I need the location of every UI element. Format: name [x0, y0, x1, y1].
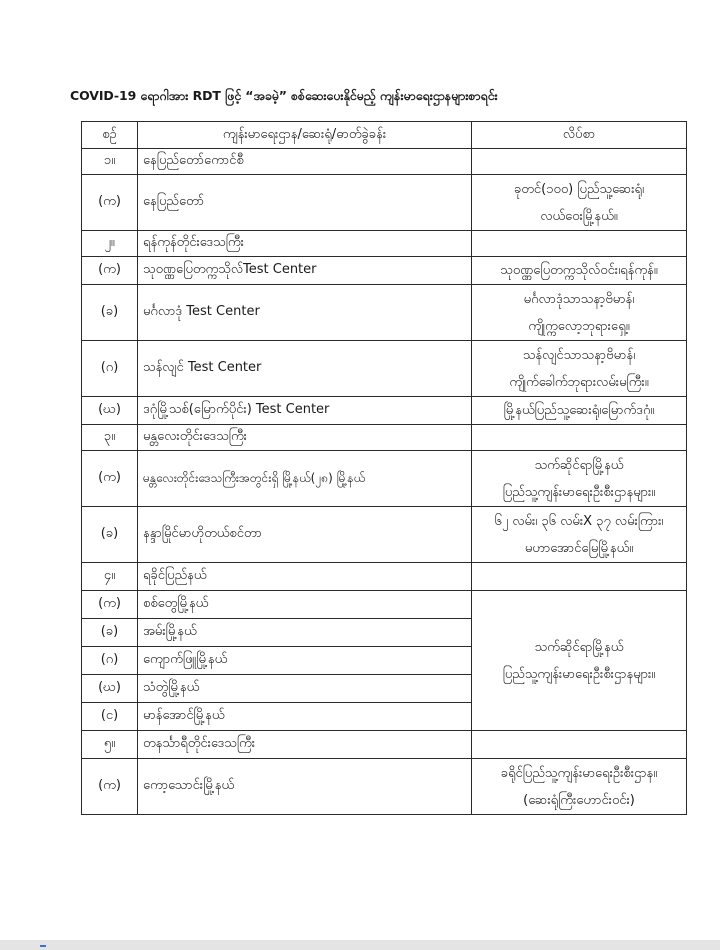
address-line: မင်္ဂလာဒုံသာသနာ့ဗိမာန်၊	[523, 291, 635, 307]
row-number: (ခ)	[82, 619, 138, 647]
header-number: စဉ်	[82, 122, 138, 149]
row-facility: သုဝဏ္ဏပြေတက္ကသိုလ်Test Center	[138, 257, 472, 285]
row-address	[472, 231, 687, 257]
table-header-row	[82, 122, 687, 149]
table-row	[82, 731, 687, 759]
row-facility: မန္တလေးတိုင်းဒေသကြီးအတွင်းရှိ မြို့နယ်(၂၈) မြို့နယ်	[138, 451, 472, 507]
row-facility: ကော့သောင်းမြို့နယ်	[138, 759, 472, 815]
row-address-merged	[472, 591, 687, 731]
row-facility: အမ်းမြို့နယ်	[138, 619, 472, 647]
row-address	[472, 175, 687, 231]
row-number: (င)	[82, 703, 138, 731]
document-title: COVID-19 ရောဂါအား RDT ဖြင့် “အခမဲ့” စစ်ဆေးပေးနိုင်မည့် ကျန်းမာရေးဌာနများစာရင်း	[70, 88, 498, 103]
row-address	[472, 285, 687, 341]
address-line: သုဝဏ္ဏပြေတက္ကသိုလ်ဝင်း၊ရန်ကုန်။	[500, 263, 658, 278]
row-facility: မန္တလေးတိုင်းဒေသကြီး	[138, 425, 472, 451]
address-line: လယ်ဝေးမြို့နယ်။	[540, 208, 618, 224]
row-address	[472, 507, 687, 563]
address-line: ကျိုက်ခေါက်ဘုရားလမ်းမကြီး။	[509, 374, 649, 390]
viewer-indicator	[40, 945, 46, 947]
row-number: ၃။	[82, 425, 138, 451]
row-facility: ကျောက်ဖြူမြို့နယ်	[138, 647, 472, 675]
row-facility: သန်လျင် Test Center	[138, 341, 472, 397]
row-number: (က)	[82, 257, 138, 285]
row-number: (ဃ)	[82, 675, 138, 703]
row-address	[472, 759, 687, 815]
table-row	[82, 563, 687, 591]
table-row	[82, 257, 687, 285]
row-facility: သံတွဲမြို့နယ်	[138, 675, 472, 703]
viewer-bottom-bar	[0, 940, 720, 950]
row-number: (ဂ)	[82, 647, 138, 675]
row-number: (ဂ)	[82, 341, 138, 397]
table-row	[82, 425, 687, 451]
table-row	[82, 591, 687, 619]
row-number: (က)	[82, 591, 138, 619]
row-facility: နေပြည်တော်	[138, 175, 472, 231]
row-address	[472, 149, 687, 175]
address-line: ကျိုက္ကလော့ဘုရားရှေ့။	[528, 318, 630, 334]
table-row	[82, 507, 687, 563]
address-line: သက်ဆိုင်ရာမြို့နယ်	[534, 457, 624, 473]
row-facility: မာန်အောင်မြို့နယ်	[138, 703, 472, 731]
facility-table	[81, 121, 687, 815]
row-address	[472, 451, 687, 507]
address-line: မြို့နယ်ပြည်သူ့ဆေးရုံ၊မြောက်ဒဂုံ။	[503, 403, 655, 418]
row-number: (က)	[82, 175, 138, 231]
address-line: ခုတင်(၁၀၀) ပြည်သူ့ဆေးရုံ၊	[513, 181, 645, 197]
address-line: ပြည်သူ့ကျန်းမာရေးဦးစီးဌာနများ။	[502, 666, 656, 682]
table-row	[82, 231, 687, 257]
row-number: ၁။	[82, 149, 138, 175]
row-address	[472, 731, 687, 759]
row-number: (က)	[82, 759, 138, 815]
table-row	[82, 451, 687, 507]
row-address	[472, 563, 687, 591]
row-number: (ဃ)	[82, 397, 138, 425]
row-number: (ခ)	[82, 507, 138, 563]
row-number: ၅။	[82, 731, 138, 759]
row-number: ၂။	[82, 231, 138, 257]
row-facility: မင်္ဂလာဒုံ Test Center	[138, 285, 472, 341]
row-facility: ဒဂုံမြို့သစ်(မြောက်ပိုင်း) Test Center	[138, 397, 472, 425]
table-row	[82, 397, 687, 425]
row-number: (ခ)	[82, 285, 138, 341]
address-line: (ဆေးရုံကြီးဟောင်းဝင်း)	[523, 792, 635, 808]
header-address: လိပ်စာ	[472, 122, 687, 149]
row-facility: ရခိုင်ပြည်နယ်	[138, 563, 472, 591]
table-row	[82, 175, 687, 231]
row-facility: တနင်္သာရီတိုင်းဒေသကြီး	[138, 731, 472, 759]
row-number: ၄။	[82, 563, 138, 591]
row-facility: ရန်ကုန်တိုင်းဒေသကြီး	[138, 231, 472, 257]
row-address	[472, 425, 687, 451]
row-address	[472, 397, 687, 425]
row-facility: နန္ဒာမြိုင်မာဟိုတယ်စင်တာ	[138, 507, 472, 563]
row-number: (က)	[82, 451, 138, 507]
table-row	[82, 149, 687, 175]
row-address	[472, 257, 687, 285]
address-line: ၆၂ လမ်း၊ ၃၆ လမ်းX ၃၇ လမ်းကြား၊	[494, 513, 664, 529]
table-row	[82, 759, 687, 815]
address-line: မဟာအောင်မြေမြို့နယ်။	[524, 540, 634, 556]
address-line: သက်ဆိုင်ရာမြို့နယ်	[534, 639, 624, 655]
address-line: ခရိုင်ပြည်သူ့ကျန်းမာရေးဦးစီးဌာန။	[500, 765, 658, 781]
row-facility: နေပြည်တော်ကောင်စီ	[138, 149, 472, 175]
table-row	[82, 285, 687, 341]
row-address	[472, 341, 687, 397]
address-line: ပြည်သူ့ကျန်းမာရေးဦးစီးဌာနများ။	[502, 484, 656, 500]
address-line: သန်လျင်သာသနာ့ဗိမာန်၊	[522, 347, 636, 363]
row-facility: စစ်တွေမြို့နယ်	[138, 591, 472, 619]
table-row	[82, 341, 687, 397]
header-facility: ကျန်းမာရေးဌာန/ဆေးရုံ/ဓာတ်ခွဲခန်း	[138, 122, 472, 149]
